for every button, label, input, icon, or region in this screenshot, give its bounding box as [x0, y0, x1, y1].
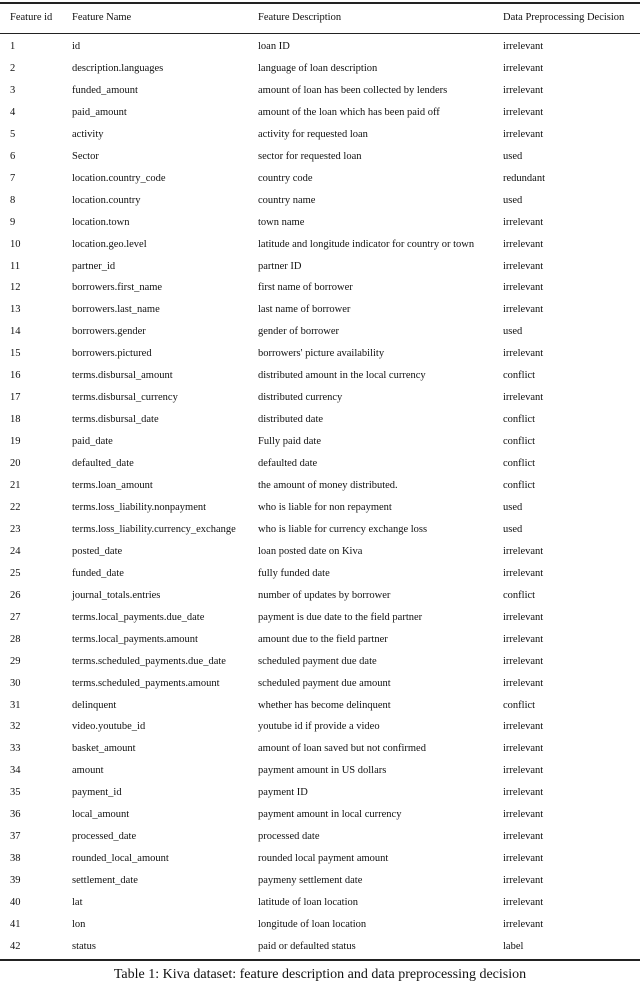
- table-row: [0, 918, 640, 932]
- cell-feature-description: whether has become delinquent: [258, 699, 391, 711]
- cell-decision: irrelevant: [503, 392, 544, 404]
- table-row: [0, 260, 640, 274]
- cell-feature-id: 22: [10, 501, 21, 513]
- cell-decision: irrelevant: [503, 633, 544, 645]
- cell-feature-description: paymeny settlement date: [258, 875, 363, 887]
- cell-decision: irrelevant: [503, 611, 544, 623]
- cell-feature-id: 20: [10, 458, 21, 470]
- cell-feature-description: activity for requested loan: [258, 128, 368, 140]
- cell-feature-id: 39: [10, 875, 21, 887]
- cell-feature-name: payment_id: [72, 787, 122, 799]
- cell-decision: irrelevant: [503, 831, 544, 843]
- table-row: [0, 391, 640, 405]
- cell-feature-id: 26: [10, 589, 21, 601]
- cell-feature-id: 5: [10, 128, 16, 140]
- cell-feature-name: terms.scheduled_payments.amount: [72, 677, 220, 689]
- table-row: [0, 369, 640, 383]
- cell-feature-id: 8: [10, 194, 16, 206]
- table-row: [0, 808, 640, 822]
- table-row: [0, 852, 640, 866]
- cell-decision: conflict: [503, 458, 536, 470]
- cell-feature-id: 38: [10, 853, 21, 865]
- table-row: [0, 742, 640, 756]
- table-row: [0, 611, 640, 625]
- cell-decision: irrelevant: [503, 721, 544, 733]
- table-header-row: [0, 11, 640, 25]
- cell-feature-id: 41: [10, 919, 21, 930]
- cell-feature-description: defaulted date: [258, 458, 318, 470]
- cell-feature-id: 11: [10, 260, 21, 272]
- cell-decision: irrelevant: [503, 84, 544, 96]
- cell-feature-name: paid_date: [72, 436, 113, 448]
- table-row: [0, 677, 640, 691]
- cell-decision: irrelevant: [503, 348, 544, 360]
- cell-feature-id: 32: [10, 721, 21, 733]
- cell-decision: irrelevant: [503, 282, 544, 294]
- table-row: [0, 128, 640, 142]
- cell-feature-name: location.country: [72, 194, 141, 206]
- table-caption: Table 1: Kiva dataset: feature description and data preprocessing decision: [113, 967, 527, 982]
- cell-feature-description: distributed date: [258, 414, 324, 426]
- cell-decision: irrelevant: [503, 677, 544, 689]
- table-row: [0, 435, 640, 449]
- cell-feature-id: 25: [10, 567, 21, 579]
- table-row: [0, 84, 640, 98]
- cell-feature-name: terms.loss_liability.currency_exchange: [72, 523, 236, 535]
- cell-feature-name: amount: [72, 765, 104, 777]
- cell-decision: irrelevant: [503, 567, 544, 579]
- cell-decision: irrelevant: [503, 238, 544, 250]
- cell-feature-description: payment ID: [258, 787, 308, 799]
- table-header-rule: [0, 33, 640, 34]
- table-row: [0, 567, 640, 581]
- table-row: [0, 216, 640, 230]
- cell-feature-name: activity: [72, 128, 104, 140]
- cell-feature-name: location.town: [72, 216, 130, 228]
- cell-feature-id: 31: [10, 699, 21, 711]
- cell-feature-description: loan posted date on Kiva: [258, 545, 363, 557]
- table-row: [0, 720, 640, 734]
- cell-feature-name: description.languages: [72, 63, 164, 74]
- cell-feature-description: country name: [258, 194, 316, 206]
- cell-feature-description: partner ID: [258, 260, 302, 272]
- cell-decision: used: [503, 326, 523, 338]
- cell-feature-description: loan ID: [258, 41, 290, 52]
- cell-feature-id: 21: [10, 480, 21, 491]
- cell-feature-name: lon: [72, 919, 86, 930]
- cell-feature-name: borrowers.gender: [72, 326, 146, 338]
- cell-decision: conflict: [503, 589, 536, 601]
- cell-feature-description: who is liable for non repayment: [258, 501, 392, 513]
- cell-feature-name: id: [72, 41, 81, 52]
- cell-feature-name: rounded_local_amount: [72, 853, 169, 865]
- cell-feature-description: payment amount in US dollars: [258, 765, 387, 777]
- table-row: [0, 303, 640, 317]
- table-row: [0, 874, 640, 888]
- cell-feature-description: latitude of loan location: [258, 897, 359, 908]
- cell-decision: irrelevant: [503, 260, 544, 272]
- cell-feature-id: 12: [10, 282, 21, 294]
- table-row: [0, 764, 640, 778]
- cell-decision: irrelevant: [503, 304, 544, 316]
- table-row: [0, 106, 640, 120]
- cell-feature-id: 4: [10, 106, 16, 118]
- table-row: [0, 40, 640, 54]
- cell-feature-name: delinquent: [72, 699, 117, 711]
- cell-feature-name: terms.local_payments.due_date: [72, 611, 205, 623]
- cell-decision: redundant: [503, 172, 545, 184]
- cell-feature-name: location.geo.level: [72, 238, 147, 250]
- cell-feature-id: 14: [10, 326, 21, 338]
- cell-decision: conflict: [503, 480, 536, 491]
- table-row: [0, 940, 640, 954]
- cell-feature-id: 10: [10, 238, 21, 250]
- cell-decision: irrelevant: [503, 545, 544, 557]
- cell-feature-id: 2: [10, 63, 16, 74]
- cell-decision: irrelevant: [503, 875, 544, 887]
- cell-decision: irrelevant: [503, 41, 544, 52]
- cell-decision: irrelevant: [503, 63, 544, 74]
- cell-feature-description: paid or defaulted status: [258, 940, 356, 952]
- cell-feature-description: amount of loan saved but not confirmed: [258, 743, 426, 755]
- cell-feature-id: 28: [10, 633, 21, 645]
- table-top-rule: [0, 2, 640, 4]
- table-row: [0, 347, 640, 361]
- cell-decision: label: [503, 940, 524, 952]
- cell-feature-name: terms.scheduled_payments.due_date: [72, 655, 226, 667]
- cell-feature-id: 6: [10, 150, 16, 162]
- cell-decision: irrelevant: [503, 106, 544, 118]
- cell-feature-description: distributed amount in the local currency: [258, 370, 426, 382]
- cell-feature-name: journal_totals.entries: [72, 589, 161, 601]
- cell-decision: irrelevant: [503, 128, 544, 140]
- cell-decision: irrelevant: [503, 919, 544, 930]
- cell-feature-name: funded_amount: [72, 84, 138, 96]
- cell-feature-name: defaulted_date: [72, 458, 134, 470]
- table-bottom-rule: [0, 959, 640, 961]
- cell-feature-id: 30: [10, 677, 21, 689]
- cell-feature-id: 3: [10, 84, 16, 96]
- cell-feature-name: terms.loss_liability.nonpayment: [72, 501, 207, 513]
- cell-decision: used: [503, 150, 523, 162]
- header-feature-id: Feature id: [10, 12, 53, 23]
- cell-decision: conflict: [503, 414, 536, 426]
- cell-feature-id: 19: [10, 436, 21, 448]
- cell-feature-description: borrowers' picture availability: [258, 348, 385, 360]
- cell-feature-name: Sector: [72, 150, 99, 162]
- table-row: [0, 589, 640, 603]
- table-row: [0, 325, 640, 339]
- table-row: [0, 830, 640, 844]
- cell-feature-name: status: [72, 940, 96, 952]
- cell-decision: conflict: [503, 699, 536, 711]
- cell-feature-name: terms.disbursal_currency: [72, 392, 178, 404]
- cell-feature-name: funded_date: [72, 567, 124, 579]
- table-row: [0, 501, 640, 515]
- cell-feature-id: 37: [10, 831, 21, 843]
- cell-feature-description: processed date: [258, 831, 320, 843]
- table-row: [0, 545, 640, 559]
- table-row: [0, 457, 640, 471]
- cell-feature-description: youtube id if provide a video: [258, 721, 380, 733]
- cell-decision: irrelevant: [503, 897, 544, 908]
- cell-feature-description: first name of borrower: [258, 282, 353, 294]
- cell-feature-name: basket_amount: [72, 743, 136, 755]
- cell-feature-description: latitude and longitude indicator for country or town: [258, 238, 475, 250]
- cell-feature-id: 29: [10, 655, 21, 667]
- cell-feature-name: paid_amount: [72, 106, 127, 118]
- cell-feature-name: borrowers.last_name: [72, 304, 160, 316]
- table-row: [0, 523, 640, 537]
- cell-feature-id: 15: [10, 348, 21, 360]
- cell-feature-description: the amount of money distributed.: [258, 480, 398, 491]
- cell-feature-description: amount of loan has been collected by lenders: [258, 84, 448, 96]
- cell-feature-description: country code: [258, 172, 313, 184]
- cell-feature-description: amount of the loan which has been paid off: [258, 106, 440, 118]
- header-feature-description: Feature Description: [258, 12, 342, 23]
- table-row: [0, 150, 640, 164]
- cell-feature-id: 1: [10, 41, 16, 52]
- cell-feature-name: video.youtube_id: [72, 721, 146, 733]
- cell-decision: conflict: [503, 370, 536, 382]
- cell-feature-name: borrowers.pictured: [72, 348, 152, 360]
- cell-feature-name: terms.disbursal_date: [72, 414, 159, 426]
- cell-decision: used: [503, 194, 523, 206]
- cell-feature-name: local_amount: [72, 809, 130, 821]
- cell-feature-description: sector for requested loan: [258, 150, 362, 162]
- header-feature-name: Feature Name: [72, 12, 132, 23]
- cell-feature-description: town name: [258, 216, 305, 228]
- cell-decision: irrelevant: [503, 853, 544, 865]
- cell-feature-id: 16: [10, 370, 21, 382]
- cell-decision: irrelevant: [503, 787, 544, 799]
- table-row: [0, 786, 640, 800]
- table-row: [0, 62, 640, 76]
- cell-feature-description: Fully paid date: [258, 436, 321, 448]
- cell-feature-id: 17: [10, 392, 21, 404]
- cell-feature-id: 13: [10, 304, 21, 316]
- table-row: [0, 655, 640, 669]
- cell-feature-description: number of updates by borrower: [258, 589, 391, 601]
- cell-feature-description: language of loan description: [258, 63, 378, 74]
- cell-feature-description: last name of borrower: [258, 304, 351, 316]
- cell-feature-description: longitude of loan location: [258, 919, 367, 930]
- cell-feature-name: posted_date: [72, 545, 123, 557]
- table-row: [0, 896, 640, 910]
- cell-feature-name: partner_id: [72, 260, 116, 272]
- cell-feature-id: 9: [10, 216, 16, 228]
- cell-feature-id: 35: [10, 787, 21, 799]
- cell-feature-id: 7: [10, 172, 16, 184]
- cell-feature-description: gender of borrower: [258, 326, 340, 338]
- cell-feature-id: 18: [10, 414, 21, 426]
- cell-feature-description: scheduled payment due date: [258, 655, 377, 667]
- cell-decision: irrelevant: [503, 765, 544, 777]
- cell-feature-name: terms.loan_amount: [72, 480, 153, 491]
- cell-decision: irrelevant: [503, 655, 544, 667]
- cell-feature-description: distributed currency: [258, 392, 343, 404]
- table-row: [0, 413, 640, 427]
- cell-feature-id: 40: [10, 897, 21, 908]
- cell-feature-id: 24: [10, 545, 21, 557]
- cell-feature-name: settlement_date: [72, 875, 138, 887]
- cell-feature-id: 27: [10, 611, 21, 623]
- cell-feature-description: payment is due date to the field partner: [258, 611, 423, 623]
- table-row: [0, 172, 640, 186]
- cell-feature-name: terms.local_payments.amount: [72, 633, 198, 645]
- cell-feature-description: who is liable for currency exchange loss: [258, 523, 428, 535]
- cell-decision: used: [503, 523, 523, 535]
- cell-feature-description: rounded local payment amount: [258, 853, 389, 865]
- cell-feature-id: 34: [10, 765, 21, 777]
- cell-decision: conflict: [503, 436, 536, 448]
- cell-feature-name: terms.disbursal_amount: [72, 370, 173, 382]
- header-decision: Data Preprocessing Decision: [503, 12, 625, 23]
- cell-decision: irrelevant: [503, 743, 544, 755]
- table-row: [0, 479, 640, 493]
- cell-feature-description: payment amount in local currency: [258, 809, 402, 821]
- cell-feature-name: lat: [72, 897, 83, 908]
- cell-decision: used: [503, 501, 523, 513]
- cell-decision: irrelevant: [503, 216, 544, 228]
- cell-decision: irrelevant: [503, 809, 544, 821]
- cell-feature-id: 36: [10, 809, 21, 821]
- cell-feature-name: borrowers.first_name: [72, 282, 163, 294]
- cell-feature-description: amount due to the field partner: [258, 633, 388, 645]
- cell-feature-description: fully funded date: [258, 567, 330, 579]
- table-row: [0, 194, 640, 208]
- cell-feature-description: scheduled payment due amount: [258, 677, 391, 689]
- cell-feature-name: processed_date: [72, 831, 137, 843]
- table-row: [0, 633, 640, 647]
- table-row: [0, 238, 640, 252]
- table-row: [0, 699, 640, 713]
- cell-feature-id: 42: [10, 940, 21, 952]
- cell-feature-id: 33: [10, 743, 21, 755]
- cell-feature-id: 23: [10, 523, 21, 535]
- cell-feature-name: location.country_code: [72, 172, 166, 184]
- table-row: [0, 281, 640, 295]
